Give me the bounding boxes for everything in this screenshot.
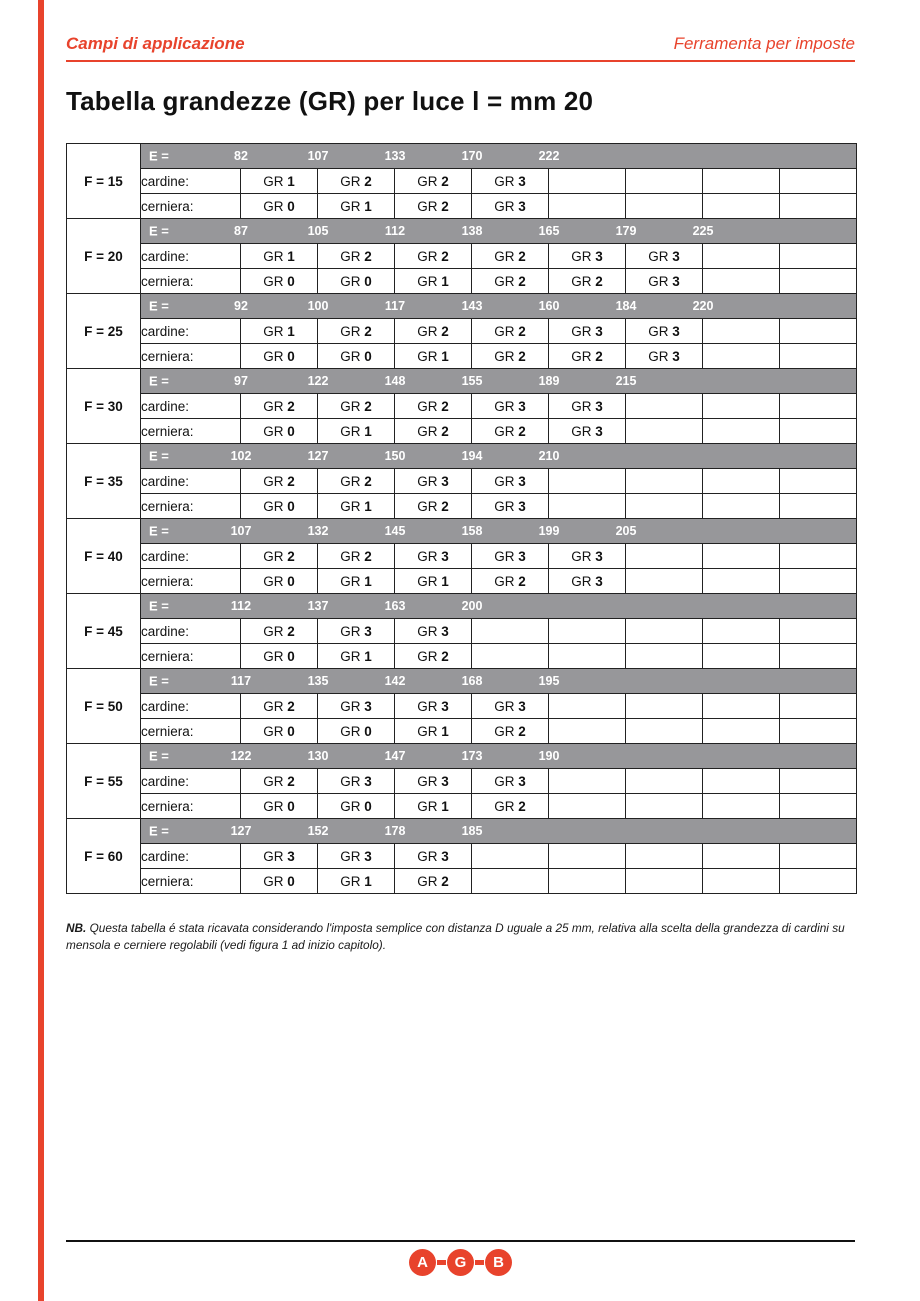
e-value: 173 [461,749,483,763]
e-values-bar [141,144,857,169]
cerniera-gr-cell [780,419,857,444]
e-label: E = [149,823,169,839]
cerniera-gr-cell [780,269,857,294]
cerniera-gr-cell: GR 0 [241,419,318,444]
e-values-bar [141,444,857,469]
cardine-gr-cell [549,469,626,494]
cerniera-gr-cell [780,344,857,369]
footnote-text: Questa tabella é stata ricavata considerando l'imposta semplice con distanza D uguale a 25 mm, relativa alla scelta della grandezza di cardini su mensola e cerniere regolabili (vedi figura 1 ad inizio capitolo). [66,921,845,952]
e-value: 107 [230,524,252,538]
cerniera-row-label: cerniera: [141,644,241,669]
cerniera-gr-cell: GR 1 [318,494,395,519]
cerniera-gr-cell [780,794,857,819]
cerniera-gr-cell: GR 2 [395,869,472,894]
cerniera-gr-cell [626,644,703,669]
cerniera-gr-cell: GR 0 [241,344,318,369]
cardine-gr-cell: GR 2 [241,694,318,719]
e-label: E = [149,598,169,614]
e-value: 100 [307,299,329,313]
logo-letter-a: A [409,1249,436,1276]
cerniera-gr-cell [626,419,703,444]
e-values-bar [141,669,857,694]
cardine-gr-cell: GR 2 [472,244,549,269]
logo-letter-g: G [447,1249,474,1276]
cerniera-gr-cell: GR 0 [318,269,395,294]
logo-letter-b: B [485,1249,512,1276]
cerniera-gr-cell: GR 2 [395,644,472,669]
cardine-gr-cell [626,694,703,719]
cardine-gr-cell: GR 3 [395,469,472,494]
e-values-bar [141,294,857,319]
f-value-label: F = 15 [67,144,141,219]
cerniera-gr-cell: GR 1 [395,569,472,594]
e-value: 82 [234,149,248,163]
e-value: 135 [307,674,329,688]
cerniera-gr-cell: GR 2 [395,194,472,219]
cerniera-gr-cell: GR 2 [472,719,549,744]
e-label: E = [149,223,169,239]
e-value: 87 [234,224,248,238]
e-value: 158 [461,524,483,538]
e-value: 190 [538,749,560,763]
e-value: 148 [384,374,406,388]
e-label: E = [149,298,169,314]
cerniera-gr-cell [549,794,626,819]
page-title: Tabella grandezze (GR) per luce l = mm 20 [66,86,594,116]
e-value: 210 [538,449,560,463]
e-value: 147 [384,749,406,763]
cerniera-gr-cell: GR 2 [472,269,549,294]
cerniera-gr-cell [626,194,703,219]
cardine-gr-cell: GR 2 [395,319,472,344]
cardine-gr-cell [549,694,626,719]
cardine-gr-cell [626,469,703,494]
e-values-bar [141,594,857,619]
cardine-gr-cell: GR 3 [549,394,626,419]
cerniera-gr-cell [549,719,626,744]
cardine-gr-cell: GR 3 [318,694,395,719]
e-value: 222 [538,149,560,163]
cardine-gr-cell: GR 1 [241,319,318,344]
cerniera-gr-cell [703,494,780,519]
cardine-gr-cell: GR 3 [626,244,703,269]
cardine-gr-cell: GR 2 [472,319,549,344]
cardine-gr-cell [780,394,857,419]
cardine-gr-cell: GR 3 [472,169,549,194]
e-value: 142 [384,674,406,688]
e-value: 112 [230,599,252,613]
e-value: 194 [461,449,483,463]
cerniera-gr-cell: GR 0 [241,869,318,894]
e-value: 122 [230,749,252,763]
cardine-gr-cell [472,619,549,644]
footnote-label: NB. [66,921,87,935]
e-value: 170 [461,149,483,163]
cardine-gr-cell: GR 2 [395,244,472,269]
cardine-row-label: cardine: [141,469,241,494]
cerniera-gr-cell [780,719,857,744]
cerniera-gr-cell [703,344,780,369]
cardine-gr-cell: GR 2 [318,544,395,569]
cardine-gr-cell [703,319,780,344]
cardine-row-label: cardine: [141,169,241,194]
cardine-row-label: cardine: [141,244,241,269]
cerniera-gr-cell: GR 0 [241,269,318,294]
cerniera-gr-cell [703,719,780,744]
cerniera-gr-cell [626,494,703,519]
cerniera-gr-cell [703,269,780,294]
cerniera-gr-cell: GR 3 [549,569,626,594]
e-value: 179 [615,224,637,238]
cerniera-gr-cell [626,719,703,744]
cardine-gr-cell [780,319,857,344]
agb-logo [66,1249,855,1276]
cardine-gr-cell: GR 2 [318,394,395,419]
cardine-gr-cell: GR 3 [472,469,549,494]
header-rule [66,60,855,62]
f-value-label: F = 45 [67,594,141,669]
cardine-gr-cell [780,544,857,569]
cerniera-row-label: cerniera: [141,794,241,819]
e-value: 220 [692,299,714,313]
cerniera-gr-cell: GR 2 [472,419,549,444]
cardine-gr-cell [626,544,703,569]
cerniera-gr-cell: GR 1 [395,344,472,369]
cerniera-gr-cell: GR 1 [318,419,395,444]
cardine-gr-cell: GR 1 [241,169,318,194]
cardine-gr-cell: GR 1 [241,244,318,269]
cerniera-gr-cell: GR 2 [395,494,472,519]
e-value: 160 [538,299,560,313]
section-title: Campi di applicazione [66,34,245,53]
cardine-gr-cell: GR 3 [395,844,472,869]
cerniera-row-label: cerniera: [141,569,241,594]
cerniera-gr-cell [626,569,703,594]
cerniera-gr-cell: GR 0 [318,719,395,744]
cerniera-row-label: cerniera: [141,419,241,444]
cerniera-gr-cell [549,644,626,669]
cardine-row-label: cardine: [141,544,241,569]
cerniera-gr-cell [703,644,780,669]
logo-connector [475,1260,484,1265]
cerniera-gr-cell: GR 3 [472,194,549,219]
cerniera-gr-cell [549,194,626,219]
e-value: 205 [615,524,637,538]
e-value: 97 [234,374,248,388]
cardine-gr-cell [626,844,703,869]
cerniera-gr-cell: GR 2 [472,569,549,594]
cerniera-gr-cell [549,869,626,894]
cerniera-gr-cell: GR 0 [241,794,318,819]
e-value: 133 [384,149,406,163]
cerniera-gr-cell [780,494,857,519]
e-value: 165 [538,224,560,238]
cerniera-gr-cell: GR 1 [318,194,395,219]
e-value: 168 [461,674,483,688]
cardine-gr-cell: GR 3 [241,844,318,869]
cardine-gr-cell [703,544,780,569]
cardine-row-label: cardine: [141,694,241,719]
cardine-gr-cell: GR 3 [318,769,395,794]
page-accent-strip [38,0,44,1301]
cardine-gr-cell [703,619,780,644]
cerniera-row-label: cerniera: [141,494,241,519]
e-value: 155 [461,374,483,388]
cardine-gr-cell: GR 2 [241,544,318,569]
cerniera-gr-cell [626,869,703,894]
page-header [66,34,855,54]
cardine-row-label: cardine: [141,769,241,794]
cardine-gr-cell: GR 3 [626,319,703,344]
cerniera-gr-cell: GR 2 [549,269,626,294]
e-value: 117 [384,299,406,313]
cardine-row-label: cardine: [141,394,241,419]
cerniera-row-label: cerniera: [141,869,241,894]
cardine-gr-cell: GR 3 [472,544,549,569]
cardine-row-label: cardine: [141,844,241,869]
cardine-gr-cell: GR 2 [318,244,395,269]
cardine-gr-cell [780,694,857,719]
cerniera-gr-cell: GR 3 [626,344,703,369]
cardine-gr-cell [626,619,703,644]
f-value-label: F = 25 [67,294,141,369]
e-value: 102 [230,449,252,463]
cardine-gr-cell [626,394,703,419]
cardine-gr-cell: GR 2 [395,394,472,419]
e-value: 178 [384,824,406,838]
cardine-gr-cell [626,169,703,194]
cerniera-gr-cell: GR 2 [472,344,549,369]
cerniera-gr-cell: GR 0 [241,644,318,669]
footer-rule [66,1240,855,1242]
e-value: 199 [538,524,560,538]
cerniera-gr-cell [703,869,780,894]
logo-connector [437,1260,446,1265]
cerniera-row-label: cerniera: [141,194,241,219]
cardine-row-label: cardine: [141,619,241,644]
f-value-label: F = 20 [67,219,141,294]
cardine-gr-cell: GR 3 [549,544,626,569]
cerniera-gr-cell [472,869,549,894]
cerniera-gr-cell: GR 0 [241,494,318,519]
cerniera-gr-cell [549,494,626,519]
cardine-gr-cell [549,169,626,194]
e-value: 225 [692,224,714,238]
e-value: 112 [384,224,406,238]
cerniera-row-label: cerniera: [141,269,241,294]
e-label: E = [149,148,169,164]
cardine-gr-cell [703,169,780,194]
e-value: 117 [230,674,252,688]
e-value: 145 [384,524,406,538]
f-value-label: F = 40 [67,519,141,594]
e-value: 127 [307,449,329,463]
cerniera-gr-cell: GR 0 [241,194,318,219]
f-value-label: F = 30 [67,369,141,444]
e-label: E = [149,748,169,764]
cardine-gr-cell: GR 3 [318,844,395,869]
cardine-gr-cell: GR 2 [241,769,318,794]
cardine-gr-cell [780,169,857,194]
cardine-gr-cell [780,244,857,269]
cardine-gr-cell [703,694,780,719]
cerniera-gr-cell: GR 1 [395,794,472,819]
e-value: 215 [615,374,637,388]
cardine-gr-cell: GR 3 [395,694,472,719]
e-value: 152 [307,824,329,838]
e-value: 138 [461,224,483,238]
e-value: 163 [384,599,406,613]
e-value: 105 [307,224,329,238]
e-label: E = [149,523,169,539]
cardine-gr-cell: GR 2 [395,169,472,194]
cardine-gr-cell [472,844,549,869]
cerniera-gr-cell: GR 3 [549,419,626,444]
cerniera-gr-cell: GR 3 [626,269,703,294]
e-values-bar [141,519,857,544]
cardine-gr-cell [780,619,857,644]
cerniera-gr-cell: GR 1 [395,269,472,294]
cerniera-gr-cell: GR 3 [472,494,549,519]
cardine-gr-cell [703,394,780,419]
e-value: 132 [307,524,329,538]
cardine-gr-cell: GR 2 [241,469,318,494]
cardine-gr-cell: GR 2 [318,469,395,494]
cardine-gr-cell [549,619,626,644]
e-value: 185 [461,824,483,838]
cerniera-gr-cell [780,869,857,894]
cardine-gr-cell: GR 3 [395,544,472,569]
cardine-gr-cell [703,244,780,269]
cerniera-gr-cell: GR 0 [241,569,318,594]
e-values-bar [141,219,857,244]
f-value-label: F = 35 [67,444,141,519]
cardine-gr-cell [703,769,780,794]
e-value: 122 [307,374,329,388]
cerniera-gr-cell: GR 0 [318,344,395,369]
cerniera-gr-cell [703,194,780,219]
cardine-gr-cell [549,769,626,794]
cerniera-gr-cell [626,794,703,819]
cardine-gr-cell: GR 3 [318,619,395,644]
cerniera-gr-cell [780,194,857,219]
cardine-gr-cell: GR 2 [318,319,395,344]
cerniera-gr-cell: GR 1 [395,719,472,744]
e-label: E = [149,673,169,689]
cerniera-gr-cell: GR 1 [318,869,395,894]
e-value: 200 [461,599,483,613]
e-value: 92 [234,299,248,313]
cardine-gr-cell: GR 2 [241,394,318,419]
e-values-bar [141,819,857,844]
cerniera-gr-cell: GR 0 [241,719,318,744]
f-value-label: F = 60 [67,819,141,894]
e-value: 189 [538,374,560,388]
cerniera-gr-cell: GR 1 [318,569,395,594]
cerniera-gr-cell: GR 2 [472,794,549,819]
cerniera-gr-cell [780,644,857,669]
footnote [66,920,855,953]
cardine-gr-cell: GR 2 [318,169,395,194]
cardine-gr-cell [780,469,857,494]
e-value: 107 [307,149,329,163]
cardine-gr-cell [703,469,780,494]
cardine-gr-cell: GR 3 [395,619,472,644]
e-values-bar [141,369,857,394]
cerniera-gr-cell [703,569,780,594]
cardine-gr-cell: GR 3 [472,769,549,794]
e-value: 143 [461,299,483,313]
cardine-row-label: cardine: [141,319,241,344]
cerniera-gr-cell [780,569,857,594]
cardine-gr-cell: GR 3 [395,769,472,794]
cardine-gr-cell: GR 3 [472,694,549,719]
cardine-gr-cell: GR 3 [549,244,626,269]
cardine-gr-cell: GR 2 [241,619,318,644]
e-value: 130 [307,749,329,763]
cardine-gr-cell [780,769,857,794]
cerniera-gr-cell [472,644,549,669]
cardine-gr-cell [703,844,780,869]
f-value-label: F = 55 [67,744,141,819]
cerniera-gr-cell [703,419,780,444]
cardine-gr-cell [780,844,857,869]
cerniera-gr-cell [703,794,780,819]
cerniera-gr-cell: GR 1 [318,644,395,669]
cerniera-gr-cell: GR 2 [395,419,472,444]
cerniera-gr-cell: GR 0 [318,794,395,819]
e-label: E = [149,448,169,464]
cardine-gr-cell [626,769,703,794]
f-value-label: F = 50 [67,669,141,744]
e-value: 127 [230,824,252,838]
gr-size-table [66,143,857,894]
cardine-gr-cell: GR 3 [549,319,626,344]
cerniera-row-label: cerniera: [141,344,241,369]
e-value: 184 [615,299,637,313]
cerniera-gr-cell: GR 2 [549,344,626,369]
cerniera-row-label: cerniera: [141,719,241,744]
e-label: E = [149,373,169,389]
e-value: 195 [538,674,560,688]
e-value: 137 [307,599,329,613]
cardine-gr-cell: GR 3 [472,394,549,419]
e-value: 150 [384,449,406,463]
chapter-title: Ferramenta per imposte [673,34,855,53]
e-values-bar [141,744,857,769]
cardine-gr-cell [549,844,626,869]
